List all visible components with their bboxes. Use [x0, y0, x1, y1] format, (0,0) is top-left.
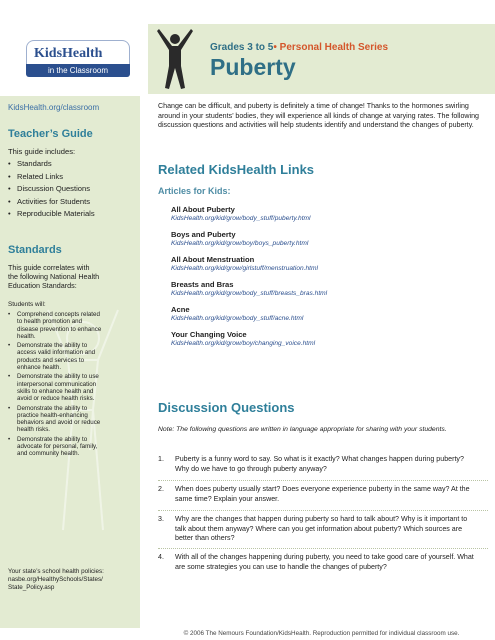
discussion-questions-title: Discussion Questions — [158, 400, 295, 415]
list-item: • Demonstrate the ability to practice health-enhancing behaviors and avoid or reduce health risks. — [8, 405, 132, 434]
link-title: Acne — [171, 305, 190, 314]
logo-sub: in the Classroom — [26, 64, 130, 77]
standards-title: Standards — [8, 244, 62, 256]
teachers-guide-list — [8, 158, 95, 221]
teachers-guide-title: Teacher’s Guide — [8, 128, 93, 140]
list-item: • Discussion Questions — [8, 183, 95, 196]
site-url-link[interactable]: KidsHealth.org/classroom — [8, 103, 100, 112]
divider — [158, 510, 488, 511]
standards-intro: This guide correlates with the following National Health Education Standards: — [8, 263, 100, 290]
logo-area — [0, 0, 140, 96]
state-policy-note: Your state’s school health policies: nasbe.org/HealthySchools/States/ State_Policy.asp — [8, 568, 104, 591]
list-item: • Demonstrate the ability to use interpersonal communication skills to enhance health and avoid or reduce health risks. — [8, 373, 132, 402]
list-item: • Reproducible Materials — [8, 208, 95, 221]
articles-for-kids-label: Articles for Kids: — [158, 186, 231, 196]
link-url[interactable]: KidsHealth.org/kid/grow/body_stuff/puberty.html — [171, 215, 311, 222]
list-item: • Standards — [8, 158, 95, 171]
related-links-title: Related KidsHealth Links — [158, 162, 315, 177]
logo-brand: KidsHealth — [34, 46, 103, 61]
standards-list — [8, 311, 132, 460]
discussion-note: Note: The following questions are written in language appropriate for sharing with your students. — [158, 426, 447, 433]
list-item: • Related Links — [8, 171, 95, 184]
divider — [158, 480, 488, 481]
copyright-footer: © 2006 The Nemours Foundation/KidsHealth. Reproduction permitted for individual classroom use. — [148, 628, 495, 640]
jumping-child-icon — [156, 28, 194, 90]
link-url[interactable]: KidsHealth.org/kid/grow/girlstuff/menstruation.html — [171, 265, 318, 272]
link-title: All About Puberty — [171, 205, 235, 214]
list-item: • Activities for Students — [8, 196, 95, 209]
list-item: • Demonstrate the ability to access valid information and products and services to enhance health. — [8, 342, 132, 371]
header-banner — [148, 24, 495, 94]
kidshealth-logo — [26, 40, 134, 78]
link-url[interactable]: KidsHealth.org/kid/grow/body_stuff/acne.html — [171, 315, 304, 322]
list-item: • Demonstrate the ability to advocate for personal, family, and community health. — [8, 436, 132, 458]
grades-series-label: Grades 3 to 5• Personal Health Series — [210, 42, 389, 53]
intro-paragraph: Change can be difficult, and puberty is definitely a time of change! Thanks to the hormones swirling around in your students’ bodies, they will experience all kinds of change at varying rates. The following discussion questions and activities will help students identify and understand the changes of puberty. — [158, 102, 479, 129]
students-will-label: Students will: — [8, 301, 46, 308]
link-title: Boys and Puberty — [171, 230, 236, 239]
list-item: • Comprehend concepts related to health promotion and disease prevention to enhance health. — [8, 311, 132, 340]
link-title: All About Menstruation — [171, 255, 255, 264]
teachers-guide-intro: This guide includes: — [8, 147, 76, 156]
link-url[interactable]: KidsHealth.org/kid/grow/body_stuff/breasts_bras.html — [171, 290, 328, 297]
link-url[interactable]: KidsHealth.org/kid/grow/boy/boys_puberty.html — [171, 240, 309, 247]
link-title: Your Changing Voice — [171, 330, 247, 339]
link-title: Breasts and Bras — [171, 280, 234, 289]
divider — [158, 548, 488, 549]
link-url[interactable]: KidsHealth.org/kid/grow/boy/changing_voice.html — [171, 340, 316, 347]
page-title: Puberty — [210, 54, 296, 80]
